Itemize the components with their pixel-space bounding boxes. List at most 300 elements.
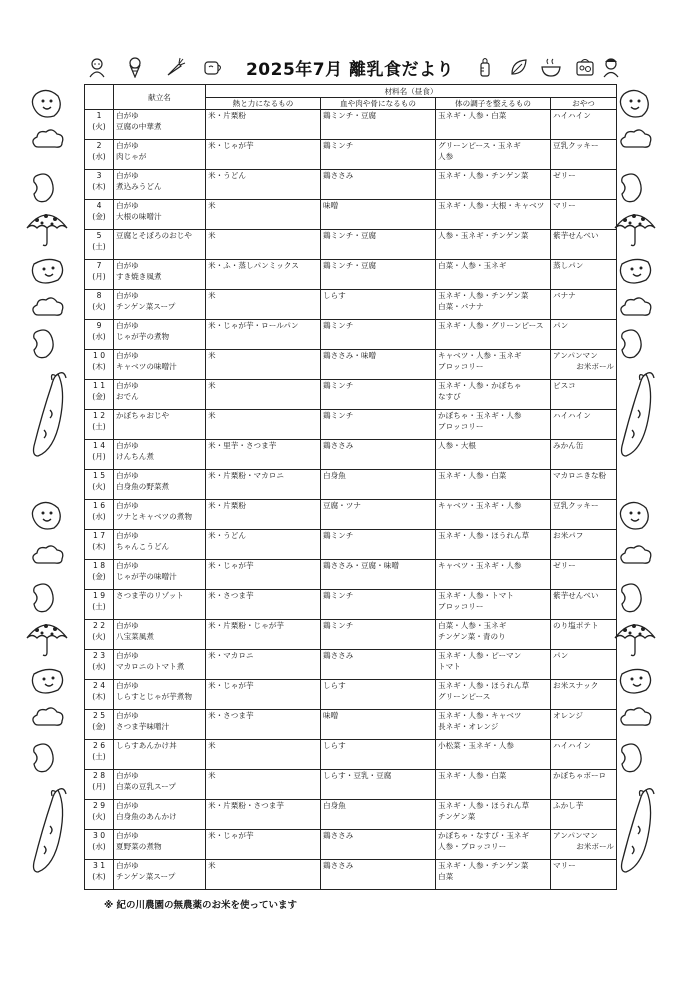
ingredients-header: 材料名（昼食）: [206, 85, 617, 98]
menu-table: [84, 84, 617, 890]
menu-name-line: 白がゆ: [116, 531, 139, 540]
cloud-icon: [618, 296, 654, 318]
weekday: (土): [92, 422, 106, 431]
smiling-bean-icon: [618, 256, 654, 286]
date-cell: [85, 110, 114, 140]
snack-cell: [551, 500, 617, 530]
menu-name-line: 白がゆ: [116, 291, 139, 300]
blood-food-line: 鶏ささみ・味噌: [323, 351, 377, 360]
blood-food-cell: [321, 440, 436, 470]
body-food-line: 人参・大根: [438, 441, 476, 450]
page-title: 2025年7月 離乳食だより: [245, 60, 455, 80]
menu-name-line: 白がゆ: [116, 381, 139, 390]
menu-name-line: 白がゆ: [116, 801, 139, 810]
menu-name-cell: [114, 200, 206, 230]
blood-food-cell: [321, 110, 436, 140]
body-food-line: 玉ネギ・人参・ほうれん草: [438, 531, 530, 540]
snack-cell: [551, 110, 617, 140]
menu-name-line: 白がゆ: [116, 651, 139, 660]
body-food-cell: [436, 830, 551, 860]
energy-food-cell: [206, 530, 321, 560]
day-number: 1 1: [92, 381, 106, 390]
menu-name-line: 白がゆ: [116, 861, 139, 870]
snack-line: 豆乳クッキー: [553, 501, 599, 510]
day-number: 3: [96, 171, 102, 180]
snack-line: ハイハイン: [553, 741, 591, 750]
table-row: [85, 470, 617, 500]
body-food-line: 長ネギ・オレンジ: [438, 722, 499, 731]
menu-name-line: 白身魚のあんかけ: [116, 812, 177, 821]
body-food-line: キャベツ・人参・玉ネギ: [438, 351, 522, 360]
snack-line: 紫芋せんべい: [553, 591, 599, 600]
energy-food-cell: [206, 230, 321, 260]
energy-food-line: 米・さつま芋: [208, 591, 254, 600]
energy-food-cell: [206, 740, 321, 770]
menu-name-cell: [114, 590, 206, 620]
snack-cell: [551, 590, 617, 620]
energy-food-cell: [206, 170, 321, 200]
body-food-cell: [436, 350, 551, 380]
body-food-line: 白菜・人参・玉ネギ: [438, 621, 507, 630]
menu-name-line: 煮込みうどん: [116, 182, 162, 191]
cloud-icon: [30, 706, 66, 728]
blood-food-line: 鶏ミンチ・豆腐: [323, 261, 377, 270]
table-row: [85, 500, 617, 530]
day-number: 1 6: [92, 501, 106, 510]
menu-name-line: 豆腐とそぼろのおじや: [116, 231, 192, 240]
menu-name-cell: [114, 770, 206, 800]
body-food-cell: [436, 200, 551, 230]
energy-food-cell: [206, 710, 321, 740]
day-number: 3 1: [92, 861, 106, 870]
bean-icon: [30, 172, 56, 204]
body-food-line: チンゲン菜・青のり: [438, 632, 506, 641]
snack-line: かぼちゃボーロ: [553, 771, 607, 780]
snack-line: マリー: [553, 201, 576, 210]
day-number: 2 2: [92, 621, 106, 630]
energy-food-line: 米: [208, 201, 216, 210]
energy-food-line: 米・さつま芋: [208, 711, 254, 720]
table-row: [85, 230, 617, 260]
cloud-icon: [30, 128, 66, 150]
body-food-cell: [436, 800, 551, 830]
snack-cell: [551, 860, 617, 890]
energy-food-line: 米・片栗粉・さつま芋: [208, 801, 284, 810]
snack-line: アンパンマン: [553, 831, 598, 840]
body-food-cell: [436, 230, 551, 260]
menu-name-cell: [114, 260, 206, 290]
energy-food-line: 米・マカロニ: [208, 651, 254, 660]
blood-food-cell: [321, 350, 436, 380]
body-food-line: 白菜: [438, 872, 454, 881]
weekday: (金): [92, 572, 106, 581]
menu-name-line: ツナとキャベツの煮物: [116, 512, 192, 521]
menu-name-cell: [114, 410, 206, 440]
menu-name-line: さつま芋のリゾット: [116, 591, 184, 600]
day-number: 2: [96, 141, 102, 150]
menu-name-line: 白がゆ: [116, 351, 139, 360]
body-food-line: 小松菜・玉ネギ・人参: [438, 741, 514, 750]
day-number: 2 3: [92, 651, 106, 660]
day-number: 8: [96, 291, 102, 300]
menu-name-line: 白菜の豆乳スープ: [116, 782, 176, 791]
menu-name-line: ちゃんこうどん: [116, 542, 170, 551]
cloud-icon: [618, 544, 654, 566]
blood-food-line: しらす: [323, 741, 346, 750]
body-food-cell: [436, 650, 551, 680]
energy-food-line: 米: [208, 231, 216, 240]
date-cell: [85, 770, 114, 800]
body-food-cell: [436, 380, 551, 410]
body-food-line: 玉ネギ・人参・ほうれん草: [438, 681, 530, 690]
menu-name-cell: [114, 470, 206, 500]
day-number: 2 4: [92, 681, 106, 690]
table-row: [85, 170, 617, 200]
blood-food-cell: [321, 560, 436, 590]
day-number: 2 8: [92, 771, 106, 780]
table-row: [85, 620, 617, 650]
day-number: 1 0: [92, 351, 106, 360]
blood-food-cell: [321, 500, 436, 530]
menu-name-line: けんちん煮: [116, 452, 154, 461]
energy-food-line: 米: [208, 381, 216, 390]
body-food-cell: [436, 710, 551, 740]
weekday: (水): [92, 512, 106, 521]
date-cell: [85, 230, 114, 260]
snack-cell: [551, 140, 617, 170]
weekday: (月): [92, 782, 106, 791]
cloud-icon: [30, 296, 66, 318]
snack-cell: [551, 830, 617, 860]
weekday: (木): [92, 692, 106, 701]
body-food-line: キャベツ・玉ネギ・人参: [438, 561, 522, 570]
energy-food-cell: [206, 590, 321, 620]
body-food-cell: [436, 530, 551, 560]
date-cell: [85, 500, 114, 530]
blood-food-cell: [321, 800, 436, 830]
body-food-cell: [436, 410, 551, 440]
date-cell: [85, 740, 114, 770]
snack-line: ふかし芋: [553, 801, 584, 810]
menu-name-cell: [114, 740, 206, 770]
snack-line: マリー: [553, 861, 576, 870]
body-food-line: グリーンピース: [438, 692, 491, 701]
day-number: 2 5: [92, 711, 106, 720]
blood-food-line: 豆腐・ツナ: [323, 501, 361, 510]
body-header: 体の調子を整えるもの: [436, 98, 551, 110]
menu-name-cell: [114, 800, 206, 830]
energy-food-cell: [206, 410, 321, 440]
date-cell: [85, 830, 114, 860]
menu-name-cell: [114, 650, 206, 680]
snack-line: ゼリー: [553, 561, 576, 570]
energy-food-line: 米・里芋・さつま芋: [208, 441, 277, 450]
blood-food-line: 鶏ささみ: [323, 651, 354, 660]
snack-cell: [551, 350, 617, 380]
menu-name-line: マカロニのトマト煮: [116, 662, 185, 671]
date-cell: [85, 410, 114, 440]
snack-line: お米ボール: [576, 362, 615, 371]
blood-food-line: 鶏ささみ: [323, 441, 354, 450]
energy-food-cell: [206, 470, 321, 500]
blood-food-line: 鶏ささみ: [323, 861, 354, 870]
energy-food-line: 米・じゃが芋: [208, 561, 254, 570]
menu-name-cell: [114, 110, 206, 140]
title-row: [84, 52, 616, 82]
snack-cell: [551, 170, 617, 200]
menu-name-line: 八宝菜風煮: [116, 632, 154, 641]
energy-header: 熱と力になるもの: [206, 98, 321, 110]
energy-food-line: 米・うどん: [208, 171, 246, 180]
bean-icon: [618, 742, 644, 774]
body-food-line: 玉ネギ・人参・ほうれん草: [438, 801, 530, 810]
energy-food-cell: [206, 680, 321, 710]
blood-food-line: 味噌: [323, 201, 339, 210]
blood-food-line: しらす: [323, 291, 346, 300]
body-food-cell: [436, 440, 551, 470]
snack-cell: [551, 530, 617, 560]
body-food-line: 玉ネギ・人参・チンゲン菜: [438, 861, 529, 870]
table-row: [85, 710, 617, 740]
snack-line: のり塩ポテト: [553, 621, 599, 630]
snack-cell: [551, 560, 617, 590]
energy-food-cell: [206, 830, 321, 860]
umbrella-icon: [25, 208, 69, 248]
date-cell: [85, 560, 114, 590]
sweet-potato-icon: [618, 786, 658, 876]
date-cell: [85, 440, 114, 470]
energy-food-cell: [206, 440, 321, 470]
snack-cell: [551, 770, 617, 800]
snack-line: ハイハイン: [553, 111, 591, 120]
energy-food-cell: [206, 140, 321, 170]
date-cell: [85, 290, 114, 320]
day-number: 2 6: [92, 741, 106, 750]
bean-icon: [30, 582, 56, 614]
body-food-line: 玉ネギ・人参・グリーンピース: [438, 321, 544, 330]
body-food-line: ブロッコリー: [438, 362, 484, 371]
snack-cell: [551, 320, 617, 350]
day-number: 1 7: [92, 531, 106, 540]
snack-cell: [551, 740, 617, 770]
energy-food-line: 米・うどん: [208, 531, 246, 540]
menu-name-line: 白がゆ: [116, 141, 139, 150]
energy-food-cell: [206, 200, 321, 230]
snack-cell: [551, 800, 617, 830]
body-food-line: 人参・ブロッコリー: [438, 842, 507, 851]
blood-food-line: 白身魚: [323, 801, 346, 810]
body-food-cell: [436, 590, 551, 620]
blood-food-line: 白身魚: [323, 471, 346, 480]
snack-line: バナナ: [553, 291, 576, 300]
energy-food-line: 米: [208, 291, 216, 300]
date-cell: [85, 800, 114, 830]
blood-food-cell: [321, 320, 436, 350]
date-cell: [85, 470, 114, 500]
snack-cell: [551, 620, 617, 650]
menu-name-line: 白がゆ: [116, 501, 139, 510]
blood-food-line: 鶏ミンチ: [323, 141, 354, 150]
blood-food-cell: [321, 200, 436, 230]
date-cell: [85, 680, 114, 710]
bean-icon: [618, 328, 644, 360]
menu-name-line: しらすとじゃが芋煮物: [116, 692, 192, 701]
table-row: [85, 680, 617, 710]
sweet-potato-icon: [30, 370, 70, 460]
weekday: (火): [92, 632, 106, 641]
blood-header: 血や肉や骨になるもの: [321, 98, 436, 110]
bean-face-icon: [30, 500, 64, 532]
bean-icon: [618, 582, 644, 614]
energy-food-line: 米・じゃが芋: [208, 831, 254, 840]
date-cell: [85, 620, 114, 650]
menu-name-line: 白がゆ: [116, 771, 139, 780]
energy-food-line: 米: [208, 771, 216, 780]
rice-note: ※ 紀の川農園の無農薬のお米を使っています: [104, 900, 298, 911]
menu-name-line: チンゲン菜スープ: [116, 872, 176, 881]
menu-name-cell: [114, 830, 206, 860]
sweet-potato-icon: [618, 370, 658, 460]
blood-food-cell: [321, 860, 436, 890]
date-cell: [85, 710, 114, 740]
date-cell: [85, 140, 114, 170]
menu-name-line: 大根の味噌汁: [116, 212, 162, 221]
blood-food-line: 鶏ささみ: [323, 831, 354, 840]
date-cell: [85, 530, 114, 560]
blood-food-cell: [321, 230, 436, 260]
weekday: (金): [92, 392, 106, 401]
day-number: 1: [96, 111, 102, 120]
menu-name-header: 献立名: [114, 85, 206, 110]
body-food-line: かぼちゃ・玉ネギ・人参: [438, 411, 522, 420]
table-row: [85, 380, 617, 410]
energy-food-cell: [206, 500, 321, 530]
date-cell: [85, 650, 114, 680]
body-food-cell: [436, 260, 551, 290]
blood-food-line: しらす: [323, 681, 346, 690]
menu-name-line: 夏野菜の煮物: [116, 842, 162, 851]
menu-name-cell: [114, 440, 206, 470]
menu-name-line: 白がゆ: [116, 111, 139, 120]
snack-cell: [551, 290, 617, 320]
weekday: (火): [92, 482, 106, 491]
energy-food-line: 米・じゃが芋: [208, 141, 254, 150]
blood-food-cell: [321, 830, 436, 860]
menu-name-line: 白がゆ: [116, 321, 139, 330]
body-food-line: 白菜・人参・玉ネギ: [438, 261, 507, 270]
blood-food-line: 鶏ささみ・豆腐・味噌: [323, 561, 399, 570]
blood-food-cell: [321, 290, 436, 320]
body-food-cell: [436, 680, 551, 710]
blood-food-line: 鶏ミンチ: [323, 591, 354, 600]
date-cell: [85, 260, 114, 290]
date-header: [85, 85, 114, 110]
body-food-line: チンゲン菜: [438, 812, 476, 821]
date-cell: [85, 320, 114, 350]
body-food-line: ブロッコリー: [438, 602, 484, 611]
energy-food-line: 米: [208, 351, 216, 360]
body-food-line: トマト: [438, 662, 461, 671]
energy-food-cell: [206, 350, 321, 380]
energy-food-line: 米: [208, 411, 216, 420]
body-food-cell: [436, 110, 551, 140]
body-food-line: かぼちゃ・なすび・玉ネギ: [438, 831, 530, 840]
blood-food-line: 鶏ミンチ: [323, 381, 354, 390]
umbrella-icon: [613, 618, 657, 658]
body-food-line: 玉ネギ・人参・ピーマン: [438, 651, 522, 660]
energy-food-cell: [206, 800, 321, 830]
body-food-line: 玉ネギ・人参・チンゲン菜: [438, 291, 529, 300]
day-number: 1 5: [92, 471, 106, 480]
menu-name-line: しらすあんかけ丼: [116, 741, 177, 750]
cloud-icon: [618, 706, 654, 728]
energy-food-cell: [206, 650, 321, 680]
snack-line: お米スナック: [553, 681, 599, 690]
blood-food-cell: [321, 140, 436, 170]
smiling-bean-icon: [618, 666, 654, 696]
body-food-cell: [436, 860, 551, 890]
table-row: [85, 290, 617, 320]
weekday: (火): [92, 122, 106, 131]
energy-food-line: 米・片栗粉・マカロニ: [208, 471, 284, 480]
table-row: [85, 740, 617, 770]
energy-food-cell: [206, 770, 321, 800]
blood-food-cell: [321, 260, 436, 290]
date-cell: [85, 380, 114, 410]
blood-food-cell: [321, 470, 436, 500]
snack-line: 豆乳クッキー: [553, 141, 599, 150]
energy-food-line: 米・じゃが芋・ロールパン: [208, 321, 299, 330]
weekday: (木): [92, 182, 106, 191]
energy-food-line: 米・片栗粉: [208, 501, 246, 510]
body-food-line: 人参・玉ネギ・チンゲン菜: [438, 231, 529, 240]
menu-name-cell: [114, 230, 206, 260]
energy-food-cell: [206, 860, 321, 890]
body-food-cell: [436, 500, 551, 530]
body-food-line: なすび: [438, 392, 461, 401]
snack-line: ハイハイン: [553, 411, 591, 420]
snack-cell: [551, 230, 617, 260]
day-number: 1 2: [92, 411, 106, 420]
menu-name-line: 白がゆ: [116, 711, 139, 720]
snack-line: みかん缶: [553, 441, 584, 450]
date-cell: [85, 170, 114, 200]
energy-food-cell: [206, 110, 321, 140]
snack-cell: [551, 410, 617, 440]
menu-name-line: おでん: [116, 392, 139, 401]
table-row: [85, 200, 617, 230]
umbrella-icon: [613, 208, 657, 248]
table-row: [85, 260, 617, 290]
table-row: [85, 650, 617, 680]
blood-food-cell: [321, 650, 436, 680]
table-row: [85, 110, 617, 140]
bean-icon: [30, 742, 56, 774]
blood-food-line: 鶏ミンチ・豆腐: [323, 111, 377, 120]
blood-food-cell: [321, 530, 436, 560]
snack-cell: [551, 680, 617, 710]
menu-name-cell: [114, 140, 206, 170]
blood-food-cell: [321, 590, 436, 620]
smiling-bean-icon: [30, 666, 66, 696]
bean-face-icon: [618, 88, 652, 120]
energy-food-cell: [206, 260, 321, 290]
body-food-line: ブロッコリー: [438, 422, 484, 431]
body-food-cell: [436, 740, 551, 770]
menu-name-cell: [114, 170, 206, 200]
blood-food-cell: [321, 620, 436, 650]
body-food-line: 玉ネギ・人参・大根・キャベツ: [438, 201, 545, 210]
